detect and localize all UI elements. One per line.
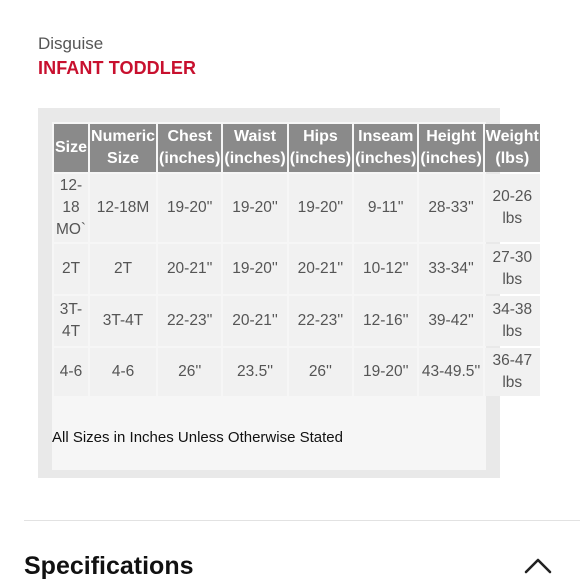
- table-cell: 34-38 lbs: [485, 296, 540, 346]
- table-cell: 23.5'': [223, 348, 286, 396]
- table-cell: 26'': [289, 348, 352, 396]
- header-cell: Hips (inches): [289, 124, 352, 172]
- table-cell: 43-49.5'': [419, 348, 482, 396]
- size-chart-table: [52, 122, 542, 398]
- table-cell: 4-6: [54, 348, 88, 396]
- table-cell: 36-47 lbs: [485, 348, 540, 396]
- header-cell: Chest (inches): [158, 124, 221, 172]
- table-cell: 19-20'': [223, 174, 286, 242]
- table-cell: 3T-4T: [90, 296, 156, 346]
- table-row: [54, 174, 540, 242]
- table-row: [54, 296, 540, 346]
- header-cell: Height (inches): [419, 124, 482, 172]
- table-cell: 28-33'': [419, 174, 482, 242]
- table-cell: 9-11'': [354, 174, 417, 242]
- size-chart-image: [38, 108, 539, 478]
- table-cell: 2T: [54, 244, 88, 294]
- table-cell: 2T: [90, 244, 156, 294]
- header-cell: Size: [54, 124, 88, 172]
- table-cell: 20-26 lbs: [485, 174, 540, 242]
- table-cell: 20-21'': [223, 296, 286, 346]
- table-row: [54, 348, 540, 396]
- table-cell: 20-21'': [158, 244, 221, 294]
- header-cell: Weight (lbs): [485, 124, 540, 172]
- table-cell: 22-23'': [158, 296, 221, 346]
- table-cell: 3T-4T: [54, 296, 88, 346]
- table-cell: 12-18 MO`: [54, 174, 88, 242]
- table-cell: 26'': [158, 348, 221, 396]
- table-cell: 12-18M: [90, 174, 156, 242]
- header-cell: Inseam (inches): [354, 124, 417, 172]
- table-cell: 33-34'': [419, 244, 482, 294]
- table-cell: 19-20'': [354, 348, 417, 396]
- chevron-up-icon[interactable]: [524, 556, 552, 574]
- table-cell: 4-6: [90, 348, 156, 396]
- table-cell: 19-20'': [223, 244, 286, 294]
- table-cell: 19-20'': [158, 174, 221, 242]
- table-cell: 27-30 lbs: [485, 244, 540, 294]
- specifications-heading[interactable]: Specifications: [24, 552, 194, 580]
- table-cell: 12-16'': [354, 296, 417, 346]
- section-divider: [24, 520, 580, 521]
- size-category-title: INFANT TODDLER: [38, 58, 197, 78]
- table-cell: 39-42'': [419, 296, 482, 346]
- table-row: [54, 244, 540, 294]
- table-cell: 20-21'': [289, 244, 352, 294]
- table-cell: 10-12'': [354, 244, 417, 294]
- size-chart-note: All Sizes in Inches Unless Otherwise Stated: [52, 429, 343, 446]
- table-cell: 19-20'': [289, 174, 352, 242]
- brand-name: Disguise: [38, 34, 104, 53]
- size-chart-header-row: [54, 124, 540, 172]
- header-cell: Numeric Size: [90, 124, 156, 172]
- header-cell: Waist (inches): [223, 124, 286, 172]
- table-cell: 22-23'': [289, 296, 352, 346]
